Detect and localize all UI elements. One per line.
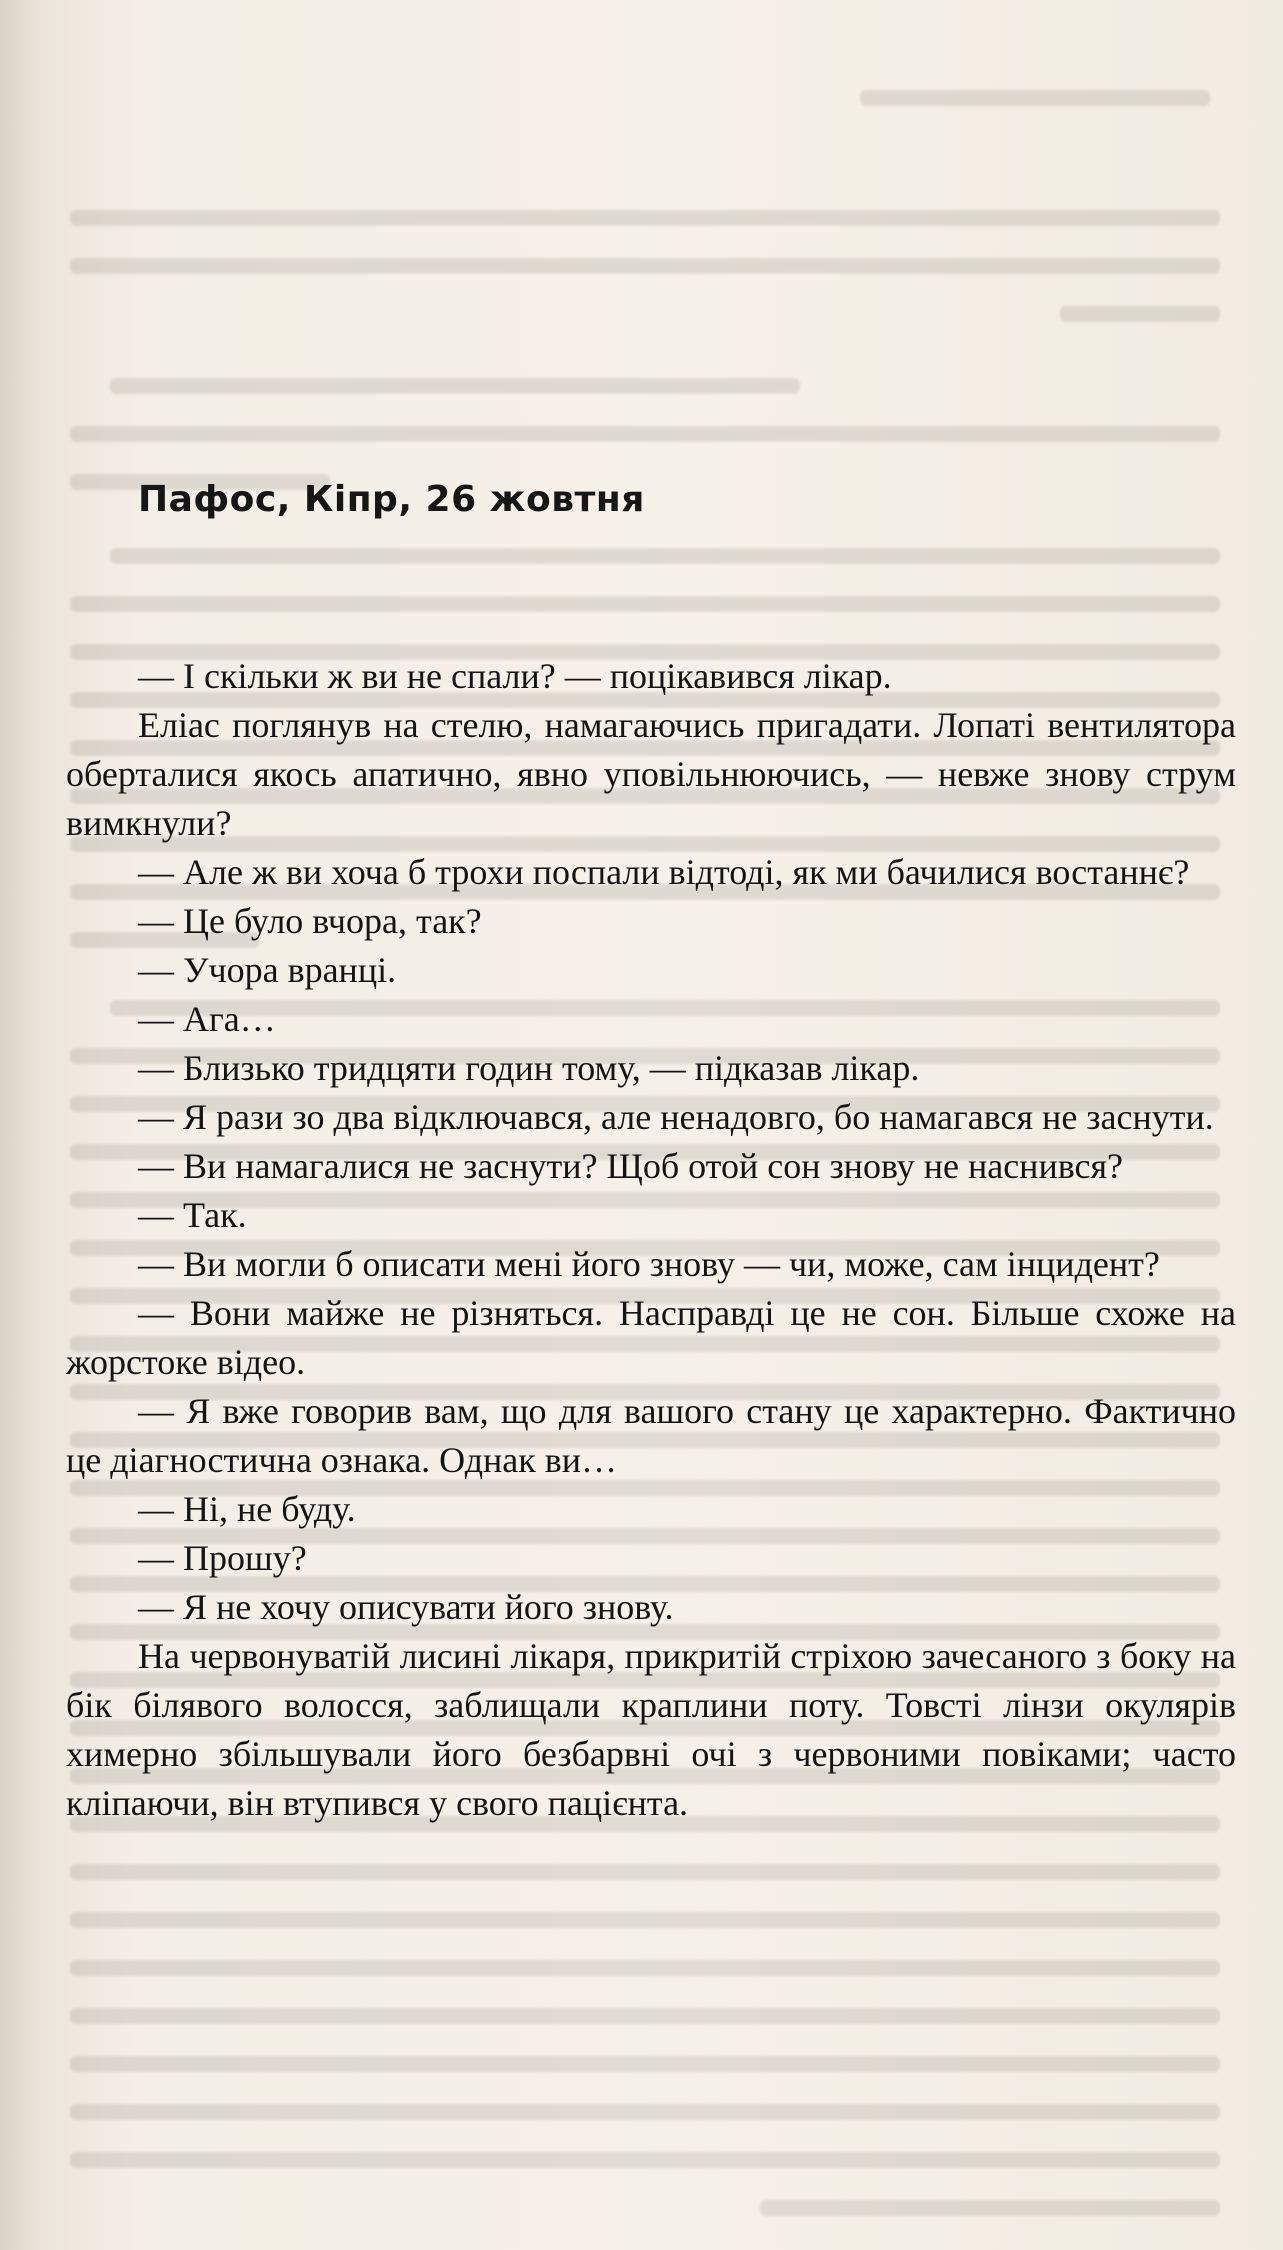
paragraph: — Ви могли б описати мені його знову — чи, може, сам інцидент? [138,1244,1160,1284]
paragraph: — Я вже говорив вам, що для вашого стану це характерно. Фактично це діагностична ознака. Однак ви… [66,1391,1236,1480]
paragraph: — Так. [138,1195,247,1235]
paragraph: Еліас поглянув на стелю, намагаючись пригадати. Лопаті вентилятора оберталися якось апатично, явно уповільнюючись, — невже знову струм вимкнули? [66,705,1236,843]
paragraph: — Прошу? [138,1538,307,1578]
chapter-text [66,652,1236,1828]
paragraph: — Ви намагалися не заснути? Щоб отой сон знову не наснився? [138,1146,1124,1186]
paragraph: — Близько тридцяти годин тому, — підказав лікар. [138,1048,920,1088]
paragraph: — Ні, не буду. [138,1489,356,1529]
paragraph: — І скільки ж ви не спали? — поцікавився лікар. [138,656,892,696]
paragraph: — Ага… [138,999,276,1039]
paragraph: — Але ж ви хоча б трохи поспали відтоді, як ми бачилися востаннє? [138,852,1190,892]
paragraph: — Учора вранці. [138,950,397,990]
chapter-heading: Пафос, Кіпр, 26 жовтня [138,479,645,520]
paragraph: — Вони майже не різняться. Насправді це не сон. Більше схоже на жорстоке відео. [66,1293,1236,1382]
paragraph: — Я рази зо два відключався, але ненадовго, бо намагався не заснути. [138,1097,1214,1137]
paragraph: — Це було вчора, так? [138,901,482,941]
paragraph: — Я не хочу описувати його знову. [138,1587,674,1627]
paragraph: На червонуватій лисині лікаря, прикритій стріхою зачесаного з боку на бік білявого волосся, заблищали краплини поту. Товсті лінзи окулярів химерно збільшували його безбарвні очі з червоними повіками; часто кліпаючи, він втупився у свого пацієнта. [66,1636,1236,1823]
